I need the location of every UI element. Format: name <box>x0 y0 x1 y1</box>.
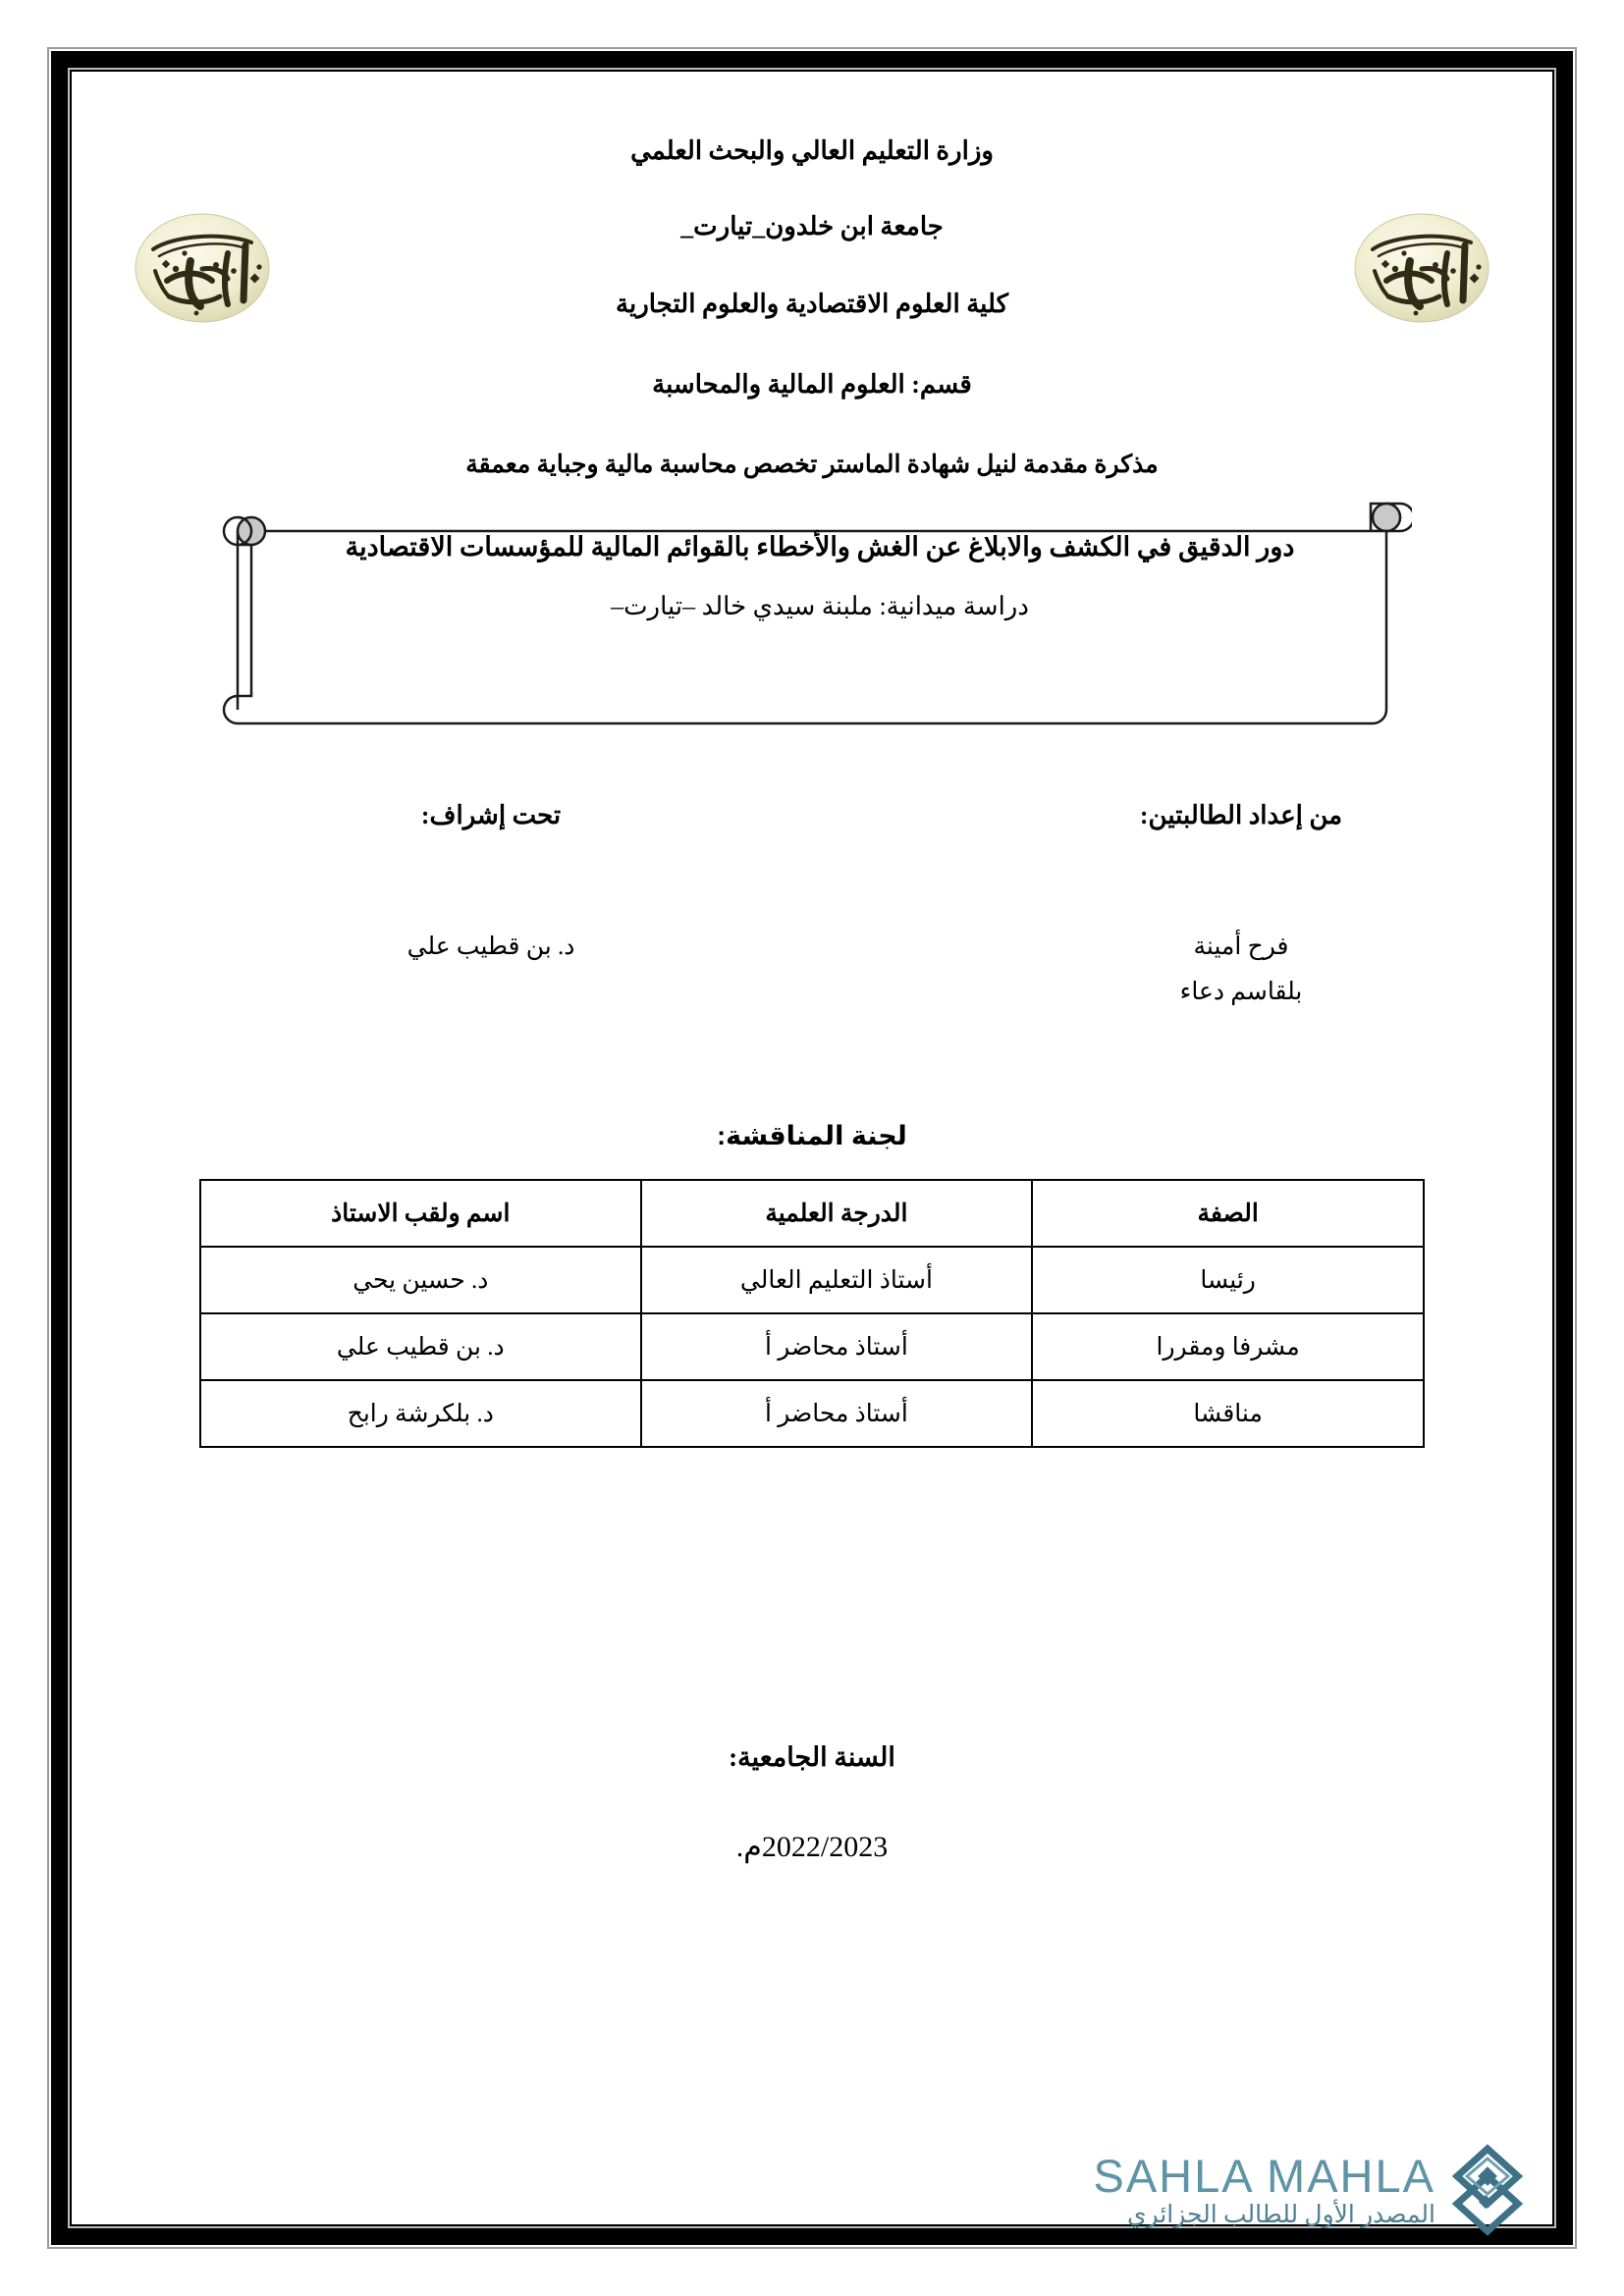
jury-heading: لجنة المناقشة: <box>717 1120 907 1150</box>
table-row <box>200 1247 1424 1313</box>
students-heading: من إعداد الطالبتين: <box>1139 800 1343 829</box>
thesis-subtitle: دراسة ميدانية: ملبنة سيدي خالد –تيارت– <box>611 591 1029 620</box>
jury-name-2: د. بن قطيب علي <box>200 1313 641 1380</box>
supervisor-heading: تحت إشراف: <box>420 800 562 829</box>
university-emblem-left <box>130 210 275 326</box>
jury-name-1: د. حسين يحي <box>200 1247 641 1313</box>
jury-degree-3: أستاذ محاضر أ <box>641 1380 1033 1447</box>
department-line: قسم: العلوم المالية والمحاسبة <box>652 369 972 399</box>
jury-name-3: د. بلكرشة رابح <box>200 1380 641 1447</box>
jury-degree-2: أستاذ محاضر أ <box>641 1313 1033 1380</box>
table-row <box>200 1313 1424 1380</box>
supervisor-name-1: د. بن قطيب علي <box>406 933 575 960</box>
sahla-mahla-logo-icon <box>1445 2143 1530 2237</box>
title-scroll-banner <box>212 496 1412 746</box>
authors-and-supervisor <box>88 801 1536 1086</box>
supervisor-column <box>285 801 697 970</box>
students-column <box>1035 801 1447 1016</box>
watermark-name: SAHLA MAHLA <box>1093 2150 1435 2202</box>
ministry-line: وزارة التعليم العالي والبحث العلمي <box>630 136 994 165</box>
jury-table <box>199 1179 1425 1448</box>
jury-role-1: رئيسا <box>1032 1247 1424 1313</box>
academic-year-label: السنة الجامعية: <box>729 1741 895 1772</box>
institution-header <box>88 84 1536 480</box>
jury-degree-1: أستاذ التعليم العالي <box>641 1247 1033 1313</box>
university-line: جامعة ابن خلدون_تيارت_ <box>680 212 944 241</box>
jury-col-header-role: الصفة <box>1032 1180 1424 1247</box>
title-scroll-text <box>289 523 1351 627</box>
sahla-mahla-wordmark <box>1093 2150 1435 2228</box>
sahla-mahla-watermark <box>1093 2143 1530 2237</box>
thesis-title: دور الدقيق في الكشف والابلاغ عن الغش والأخطاء بالقوائم المالية للمؤسسات الاقتصادية <box>345 531 1295 561</box>
table-row <box>200 1380 1424 1447</box>
watermark-tagline: المصدر الأول للطالب الجزائري <box>1126 2202 1435 2228</box>
jury-role-2: مشرفا ومقررا <box>1032 1313 1424 1380</box>
student-name-2: بلقاسم دعاء <box>1179 979 1303 1005</box>
academic-year-block <box>88 1742 1536 1864</box>
page-content <box>88 84 1536 2212</box>
jury-role-3: مناقشا <box>1032 1380 1424 1447</box>
jury-col-header-degree: الدرجة العلمية <box>641 1180 1033 1247</box>
degree-note-line: مذكرة مقدمة لنيل شهادة الماستر تخصص محاسبة مالية وجباية معمقة <box>465 451 1159 478</box>
university-emblem-right <box>1349 210 1494 326</box>
jury-col-header-name: اسم ولقب الاستاذ <box>200 1180 641 1247</box>
faculty-line: كلية العلوم الاقتصادية والعلوم التجارية <box>616 290 1008 319</box>
student-name-1: فرح أمينة <box>1193 933 1289 960</box>
academic-year-value: 2022/2023م. <box>735 1830 889 1863</box>
jury-table-header-row <box>200 1180 1424 1247</box>
